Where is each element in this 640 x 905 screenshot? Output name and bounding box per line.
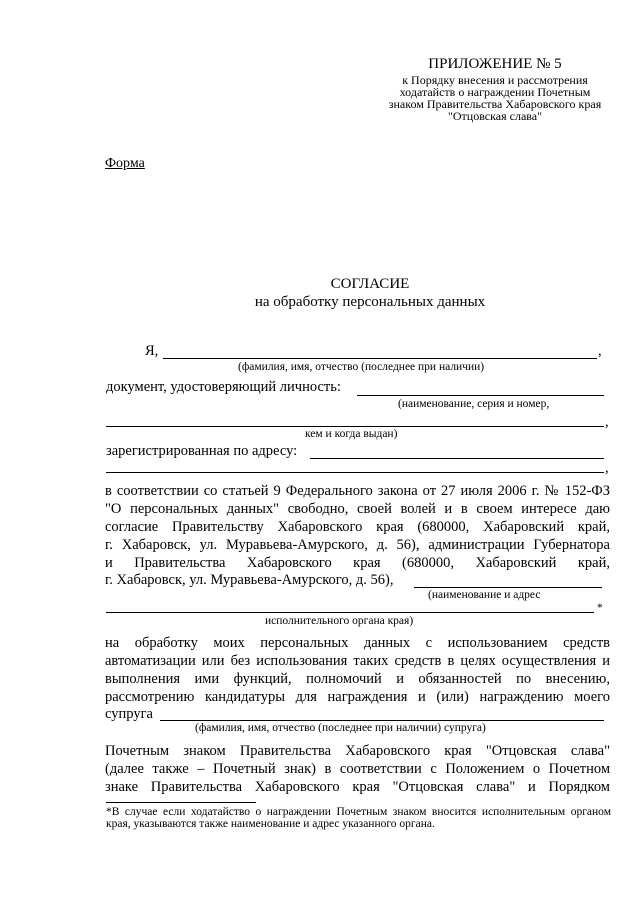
appendix-subtitle-line: к Порядку внесения и рассмотрения [402,73,588,87]
ya-label: Я, [145,343,159,359]
paragraph-line: г. Хабаровск, ул. Муравьева-Амурского, д. 56), [105,572,394,588]
paragraph-line: знаке Правительства Хабаровского края "Отцовская слава" и Порядком [105,779,610,795]
paragraph-line: Почетным знаком Правительства Хабаровского края "Отцовская слава" [105,743,610,759]
appendix-subtitle-line: "Отцовская слава" [447,109,543,123]
paragraph-line: автоматизации или без использования таких средств в целях осуществления и [105,653,610,669]
form-label: Форма [105,156,145,171]
paragraph-line: выполнения ими функций, полномочий и обязанностей по внесению, [105,671,610,687]
appendix-subtitle-line: знаком Правительства Хабаровского края [388,97,602,111]
comma: , [598,343,602,359]
appendix-title: ПРИЛОЖЕНИЕ № 5 [428,56,562,72]
paragraph-line: на обработку моих персональных данных с использованием средств [105,635,610,651]
organ-field-line[interactable] [414,587,602,588]
document-caption: (наименование, серия и номер, [398,398,550,410]
paragraph-line: в соответствии со статьей 9 Федерального закона от 27 июля 2006 г. № 152-ФЗ [105,483,610,499]
organ-caption: (наименование и адрес [428,589,541,601]
paragraph-line: г. Хабаровск, ул. Муравьева-Амурского, д. 56), администрации Губернатора [105,537,610,553]
address-field-line-2[interactable] [106,472,604,473]
footnote-separator [106,802,256,803]
address-label: зарегистрированная по адресу: [106,443,298,459]
address-field-line[interactable] [310,458,604,459]
organ-field-line-2[interactable] [106,612,594,613]
spouse-label: супруга [105,706,153,722]
issued-field-line[interactable] [106,426,604,427]
issued-caption: кем и когда выдан) [305,428,398,440]
paragraph-line: согласие Правительству Хабаровского края (680000, Хабаровский край, [105,519,610,535]
paragraph-line: и Правительства Хабаровского края (680000, Хабаровский край, [105,555,610,571]
document-title: СОГЛАСИЕ [330,276,410,292]
paragraph-line: "О персональных данных" свободно, своей волей и в своем интересе даю [105,501,610,517]
document-label: документ, удостоверяющий личность: [106,379,341,395]
document-subtitle: на обработку персональных данных [254,294,486,310]
organ-caption-2: исполнительного органа края) [265,615,414,627]
fio-field-line[interactable] [163,358,597,359]
appendix-subtitle [380,74,610,122]
appendix-subtitle-line: ходатайств о награждении Почетным [399,85,591,99]
fio-caption: (фамилия, имя, отчество (последнее при наличии) [238,361,485,373]
spouse-caption: (фамилия, имя, отчество (последнее при наличии) супруга) [195,722,486,734]
paragraph-line: (далее также – Почетный знак) в соответствии с Положением о Почетном [105,761,610,777]
comma: , [605,414,609,430]
footnote: *В случае если ходатайство о награждении Почетным знаком вносится исполнительным органом края, указываются также наименование и адрес указанного органа. [106,806,611,830]
spouse-field-line[interactable] [160,720,604,721]
asterisk: * [597,602,603,614]
comma: , [605,460,609,476]
paragraph-line: рассмотрению кандидатуры для награждения и (или) награждению моего [105,689,610,705]
document-field-line[interactable] [357,395,604,396]
